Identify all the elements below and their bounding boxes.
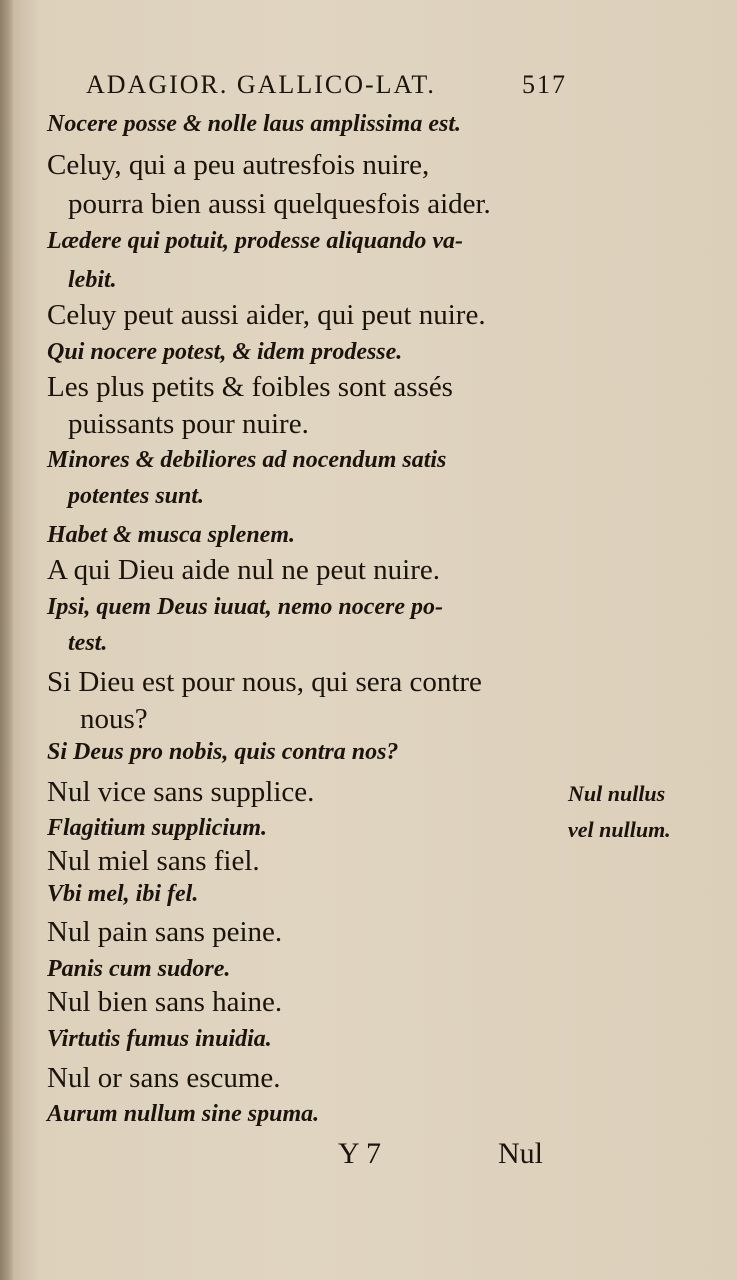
french-proverb-line: puissants pour nuire. bbox=[68, 408, 309, 440]
french-proverb-line: Celuy peut aussi aider, qui peut nuire. bbox=[47, 299, 486, 331]
margin-note-line: Nul nullus bbox=[568, 781, 666, 806]
latin-proverb-line: Ipsi, quem Deus iuuat, nemo nocere po- bbox=[47, 594, 444, 620]
french-proverb-line: nous? bbox=[80, 703, 148, 735]
french-proverb-line: Les plus petits & foibles sont assés bbox=[47, 371, 453, 403]
french-proverb-line: Nul vice sans supplice. bbox=[47, 776, 315, 808]
french-proverb-line: pourra bien aussi quelquesfois aider. bbox=[68, 188, 491, 220]
latin-proverb-line: Panis cum sudore. bbox=[47, 956, 231, 982]
latin-proverb-line: Minores & debiliores ad nocendum satis bbox=[47, 447, 447, 473]
signature-mark: Y 7 bbox=[338, 1137, 382, 1170]
page-number: 517 bbox=[522, 70, 567, 99]
latin-proverb-line: potentes sunt. bbox=[68, 483, 205, 509]
latin-proverb-line: Aurum nullum sine spuma. bbox=[47, 1101, 320, 1127]
latin-proverb-line: Flagitium supplicium. bbox=[47, 815, 268, 841]
latin-proverb-line: Vbi mel, ibi fel. bbox=[47, 881, 199, 907]
margin-note-line: vel nullum. bbox=[568, 817, 671, 842]
latin-proverb-line: Lædere qui potuit, prodesse aliquando va- bbox=[47, 228, 464, 254]
latin-proverb-line: Qui nocere potest, & idem prodesse. bbox=[47, 339, 403, 365]
latin-proverb-line: lebit. bbox=[68, 267, 117, 293]
french-proverb-line: Nul or sans escume. bbox=[47, 1062, 281, 1094]
french-proverb-line: Si Dieu est pour nous, qui sera contre bbox=[47, 666, 482, 698]
running-title: ADAGIOR. GALLICO-LAT. bbox=[86, 70, 436, 99]
catchword: Nul bbox=[498, 1137, 543, 1170]
french-proverb-line: Nul bien sans haine. bbox=[47, 986, 283, 1018]
latin-proverb-line: Virtutis fumus inuidia. bbox=[47, 1026, 272, 1052]
french-proverb-line: Nul miel sans fiel. bbox=[47, 845, 260, 877]
french-proverb-line: Nul pain sans peine. bbox=[47, 916, 283, 948]
latin-proverb-line: Habet & musca splenem. bbox=[47, 522, 295, 548]
latin-proverb-line: test. bbox=[68, 630, 108, 656]
french-proverb-line: A qui Dieu aide nul ne peut nuire. bbox=[47, 554, 441, 586]
latin-proverb-line: Si Deus pro nobis, quis contra nos? bbox=[47, 739, 399, 765]
french-proverb-line: Celuy, qui a peu autresfois nuire, bbox=[47, 149, 430, 181]
margin-note bbox=[568, 776, 728, 848]
latin-proverb-line: Nocere posse & nolle laus amplissima est. bbox=[47, 111, 461, 137]
